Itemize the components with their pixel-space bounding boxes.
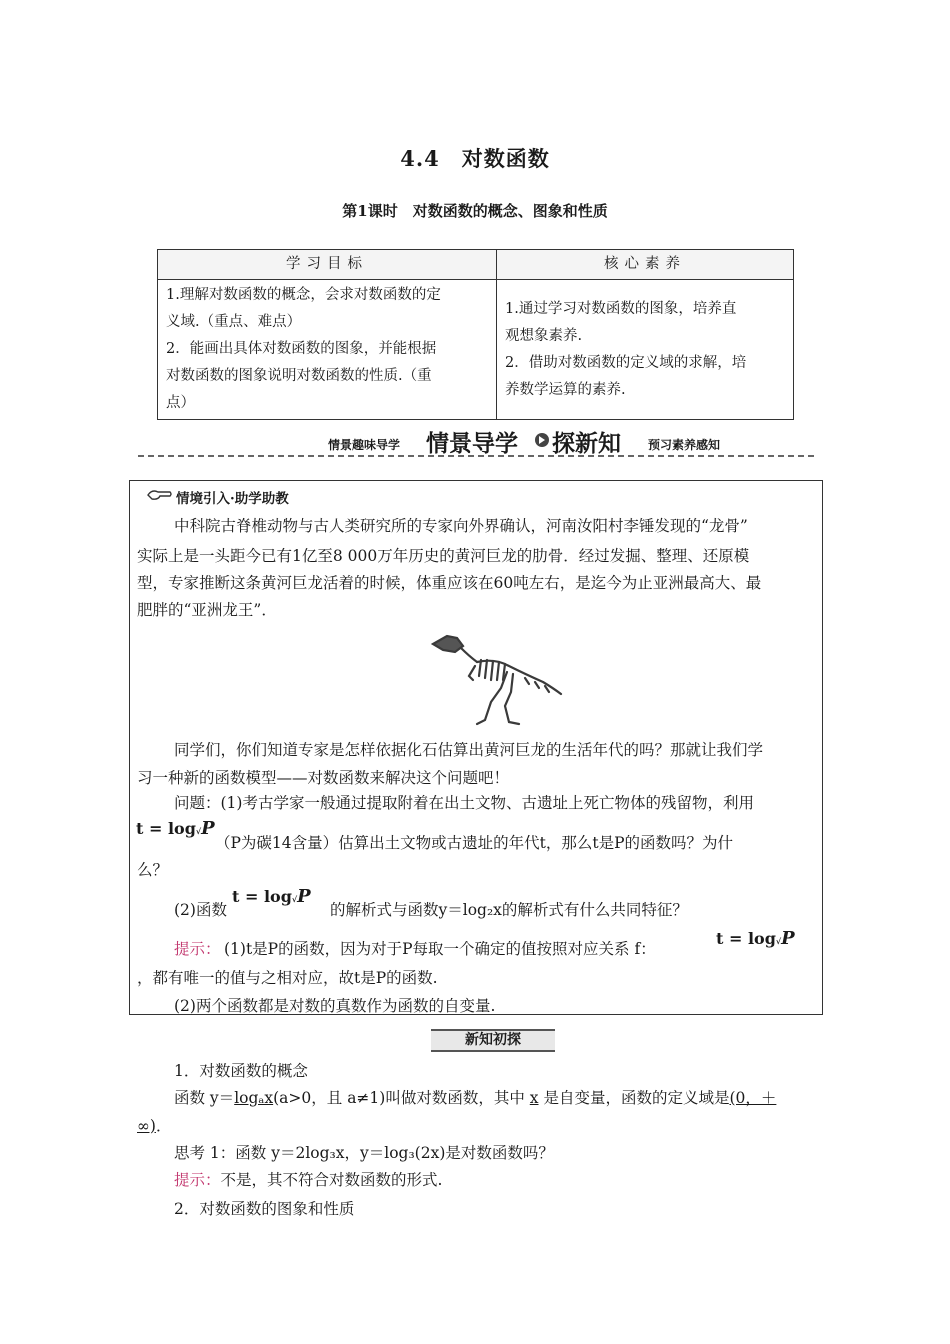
- page-title: 4.4 对数函数: [400, 146, 550, 171]
- formula-text: t = log: [232, 887, 292, 906]
- banner-title-left: 情景导学: [426, 431, 518, 457]
- item1-definition: [174, 1083, 824, 1113]
- goal-line: 对数函数的图象说明对数函数的性质.（重: [166, 368, 432, 384]
- formula-text: t = log: [716, 929, 776, 948]
- goals-header-literacy: 核心素养: [497, 250, 794, 280]
- banner-title-right: 探新知: [552, 431, 621, 457]
- formula-t-log-p-2: [232, 886, 311, 907]
- literacy-line: 1.通过学习对数函数的图象，培养直: [505, 300, 737, 317]
- goals-learning-cell: [158, 280, 497, 420]
- question1-line1: 问题：(1)考古学家一般通过提取附着在出土文物、古遗址上死亡物体的残留物，利用: [174, 794, 754, 812]
- intro-para1-line: 实际上是一头距今已有1亿至8 000万年历史的黄河巨龙的肋骨．经过发掘、整理、还原模: [137, 547, 750, 565]
- goals-literacy-cell: [497, 280, 794, 420]
- hint-label: 提示：: [174, 940, 221, 958]
- banner-left-text: 情景趣味导学: [328, 438, 401, 452]
- hint1-text: (1)t是P的函数，因为对于P每取一个确定的值按照对应关系 f：: [224, 940, 656, 958]
- intro-para2-line: 同学们，你们知道专家是怎样依据化石估算出黄河巨龙的生活年代的吗？那就让我们学: [174, 741, 764, 759]
- formula-base-icon: √: [195, 826, 202, 836]
- intro-para1-line: 肥胖的“亚洲龙王”．: [137, 601, 277, 619]
- formula-p: P: [781, 928, 795, 949]
- item1-mid2: 是自变量，函数的定义域是: [538, 1089, 730, 1107]
- think1-hint-text: 不是，其不符合对数函数的形式.: [220, 1171, 443, 1189]
- question1-line2: （P为碳14含量）估算出土文物或古遗址的年代t，那么t是P的函数吗？为什: [215, 834, 734, 852]
- item1-definition-line2: [137, 1111, 171, 1141]
- literacy-line: 养数学运算的素养.: [505, 381, 626, 398]
- intro-section-label: 情境引入·助学助教: [176, 491, 289, 507]
- item1-title: 1．对数函数的概念: [174, 1062, 308, 1080]
- formula-p: P: [201, 818, 215, 839]
- item1-blank-function: logₐx: [234, 1089, 274, 1107]
- goals-table: [157, 249, 794, 420]
- question2-prefix: (2)函数: [174, 901, 227, 919]
- formula-text: t = log: [136, 819, 196, 838]
- item1-mid: (a>0，且 a≠1)叫做对数函数，其中: [273, 1089, 530, 1107]
- new-knowledge-label: 新知初探: [431, 1029, 555, 1052]
- hint1-line2: ，都有唯一的值与之相对应，故t是P的函数.: [137, 969, 438, 987]
- item1-blank-variable: x: [529, 1089, 539, 1107]
- formula-base-icon: √: [775, 936, 782, 946]
- hand-pointer-icon: [146, 486, 174, 502]
- intro-para1-line: 型，专家推断这条黄河巨龙活着的时候，体重应该在60吨左右，是迄今为止亚洲最高大、最: [137, 574, 762, 592]
- formula-t-log-p: [136, 818, 215, 839]
- section-banner: [138, 423, 814, 459]
- lesson-subtitle: 第1课时 对数函数的概念、图象和性质: [342, 202, 608, 220]
- arrow-circle-icon: [534, 432, 550, 448]
- intro-para2-line: 习一种新的函数模型——对数函数来解决这个问题吧！: [137, 769, 510, 787]
- item1-end: ．: [155, 1117, 172, 1135]
- think1-question: 思考 1：函数 y＝2log₃x，y＝log₃(2x)是对数函数吗？: [174, 1144, 554, 1162]
- goals-header-learning: 学习目标: [158, 250, 497, 280]
- hint2-text: (2)两个函数都是对数的真数作为函数的自变量.: [174, 997, 496, 1015]
- goal-line: 义域.（重点、难点）: [166, 314, 302, 330]
- dinosaur-skeleton-image: [425, 622, 565, 730]
- literacy-line: 观想象素养.: [505, 327, 583, 344]
- think1-hint: [174, 1165, 442, 1195]
- formula-t-log-p-3: [716, 928, 795, 949]
- goal-line: 2．能画出具体对数函数的图象，并能根据: [166, 341, 437, 357]
- formula-base-icon: √: [291, 894, 298, 904]
- question1-line3: 么？: [137, 861, 169, 879]
- question2-suffix: 的解析式与函数y＝log₂x的解析式有什么共同特征？: [330, 901, 688, 919]
- intro-para1-line: 中科院古脊椎动物与古人类研究所的专家向外界确认，河南汝阳村李锤发现的“龙骨”: [174, 517, 748, 535]
- banner-divider: [138, 455, 814, 457]
- think1-hint-label: 提示：: [174, 1171, 221, 1189]
- literacy-line: 2．借助对数函数的定义域的求解，培: [505, 354, 747, 371]
- goal-line: 点）: [166, 395, 195, 411]
- goal-line: 1.理解对数函数的概念，会求对数函数的定: [166, 287, 441, 303]
- item1-blank-domain: (0，＋: [729, 1089, 777, 1107]
- item2-title: 2．对数函数的图象和性质: [174, 1200, 355, 1218]
- banner-right-text: 预习素养感知: [648, 438, 721, 452]
- item1-pre: 函数 y＝: [174, 1089, 235, 1107]
- formula-p: P: [297, 886, 311, 907]
- item1-blank-domain-end: ∞): [137, 1117, 156, 1135]
